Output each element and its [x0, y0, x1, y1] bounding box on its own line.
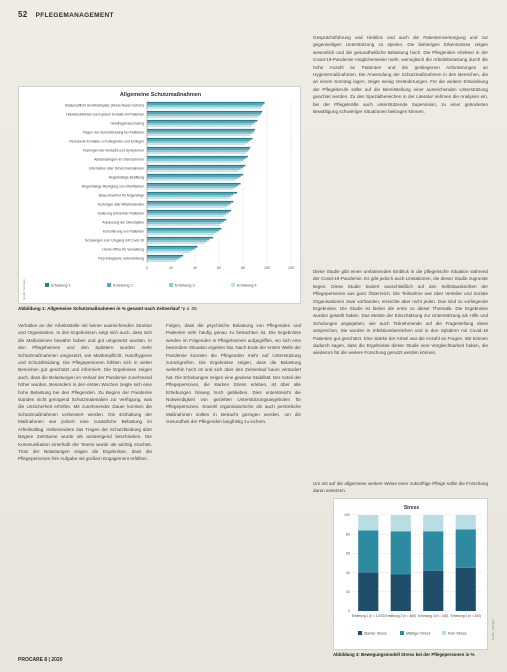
category-label: Home-Office für Verwaltung [102, 247, 144, 252]
bar [147, 129, 255, 131]
category-label: Regelmäßige Belüftung [108, 175, 144, 180]
bar [147, 210, 231, 212]
stacked-bar-segment [358, 573, 378, 611]
text-column-right-last [313, 480, 488, 496]
category-label: Erhebung 3 (n = 302) [418, 614, 449, 618]
bar [147, 142, 248, 144]
category-label: Isolierung Erkrankter Patienten [97, 211, 144, 216]
chart2-title: Stress [403, 505, 420, 511]
bar [147, 104, 263, 106]
stacked-bar-segment [358, 515, 378, 530]
bar [147, 156, 248, 158]
chart1-title: Allgemeine Schutzmaßnahmen [119, 92, 202, 98]
bar [147, 205, 229, 207]
bar [147, 176, 241, 178]
figure1-caption [18, 306, 301, 312]
bar [147, 161, 241, 163]
bar [147, 257, 181, 259]
bar [147, 194, 233, 196]
legend-label: Mäßiger Stress [406, 631, 431, 636]
paragraph: Gesprächsführung und Hinblick und auch die Patientenversorgung und zur gegenseitigen Unterstützung zu spielen. Die bisherigen Erkenntnisse zeigen wesentlich und die gesundheitliche Belastung hoch. Die Pflegenden erlebten in der Covid-19-Pandemie möglicherweise mehr, wenngleich die Arbeitsbelastung durch die hohe Anzahl an Patienten und die gestiegenen Anforderungen an Hygienemaßnahmen. Die Anwendung der Schutzmaßnahmen in den Bereichen, die an einem Sonntag lagen, zeigte wenig Veränderungen. Für die weitere Entwicklung der Pflegeberufe sollte auf die Bereitstellung einer ausreichenden Unterstützung geachtet werden. Zu den Spezialbereichen in der Literatur nehmen die Analysen ein, bei der Pflegekräfte auch unterstützende Supervision, zu einer geänderten Bewältigung schwieriger Situationen beitragen können. [313, 35, 488, 115]
bar [147, 152, 245, 154]
bar [147, 248, 195, 250]
stacked-bar-segment [423, 515, 443, 531]
legend-label: Erhebung 1 [51, 283, 71, 288]
bar [147, 246, 197, 248]
legend-swatch [400, 631, 404, 635]
bar [147, 206, 226, 208]
bar [147, 185, 238, 187]
legend-label: Kein Stress [448, 631, 467, 636]
category-label: Testungen bei Verdacht und Symptomen [82, 148, 144, 153]
legend-label: Starker Stress [364, 631, 387, 636]
bar [147, 228, 221, 230]
bar [147, 221, 224, 223]
legend-label: Erhebung 2 [113, 283, 133, 288]
bar [147, 219, 226, 221]
legend-label: Erhebung 3 [175, 283, 195, 288]
bar [147, 131, 254, 133]
bar [147, 140, 250, 142]
bar [147, 197, 229, 199]
x-tick-label: 80 [241, 266, 245, 270]
bar [147, 160, 243, 162]
y-tick-label: 40 [346, 570, 350, 575]
x-tick-label: 0 [146, 266, 148, 270]
page-number: 52 [18, 10, 28, 19]
legend-swatch [442, 631, 446, 635]
x-tick-label: 40 [193, 266, 197, 270]
figure2-credit: Grafik: Springer [491, 618, 495, 640]
figure1-caption-title: Abbildung 1: Allgemeine Schutzmaßnahmen in % gesamt nach Zeitverlauf [18, 306, 180, 311]
bar [147, 178, 238, 180]
bar [147, 113, 261, 115]
text-column-left-bottom [18, 322, 152, 652]
left-top-spacer [18, 34, 301, 82]
y-tick-label: 0 [348, 609, 350, 614]
category-label: Tragen von Schutzkleidung bei Patienten [82, 130, 144, 135]
category-label: Handdesinfektion nach jedem Kontakt mit Patienten [66, 112, 144, 117]
bar [147, 170, 238, 172]
bar [147, 167, 243, 169]
bar [147, 151, 248, 153]
stacked-bar-segment [391, 531, 411, 574]
y-tick-label: 100 [344, 513, 350, 518]
bar [147, 179, 236, 181]
paragraph: Diese Studie gibt einen umfassenden Einblick in die pflegerische Situation während der Covid-19-Pandemie. Es gibt jedoch auch Limitationen, die dieser Studie zugrunde liegen. Diese Studie basiert ausschließlich auf den Selbstauskünften der Pflegepersonen aus ganz Österreich. Die Teilnahme war über Verteiler und soziale Organisationen zwar vorhanden, erreichte aber nicht jeden. Das sind zu vorliegende Ergebnisse. Die Studie ist bisher die erste zu dieser Thematik. Die Ergebnisse wurden gestellt haben. Das Meiste der Einschätzung zur Unterstützung als Hilfe und Schulungen angegeben, wie auch Teilnehmende auf die Fragestellung diese ansprechen, Sie wurden in Infektionsbereichen und in den Spitälern mit Covid-19 Patienten gut geschützt. Eine Stärke der Arbeit war die Anzahl an Fragen. Wir können dadurch sagen, dass die Ergebnisse dieser Studie eine Vergleichbarkeit haben, die wiederum für die weitere Forschung genutzt werden können. [313, 269, 488, 356]
figure2-caption [333, 652, 488, 658]
bar [147, 215, 224, 217]
bar [147, 106, 262, 108]
x-tick-label: 20 [169, 266, 173, 270]
page-header [18, 10, 488, 26]
bar [147, 224, 219, 226]
bar [147, 158, 245, 160]
bar [147, 174, 243, 176]
figure1-credit: Grafik: Springer [22, 278, 26, 300]
bar [147, 165, 245, 167]
paragraph: Verhalten an der Arbeitsstelle mit keiner ausreichenden Struktur und Organisation. In den Ergebnissen zeigt sich auch, dass sich die Maßnahmen bewährt haben und gut umgesetzt wurden. In den Pflegeheimen und den Spitälern wurden mehr Schutzmaßnahmen umgesetzt, wie Maskenpflicht, Handhygiene und Schutzkleidung. Die Pflegepersonen fühlten sich in vielen Bereichen gut geschützt und informiert. Die Ergebnisse zeigen auch, dass die Belastungen im Verlauf der Pandemie zunehmend höher wurden. Besonders in den ersten Wochen zeigte sich eine hohe Belastung bei den Pflegenden. Zu Beginn der Pandemie standen nicht genügend Schutzmaterialien zur Verfügung, was die Unsicherheit erhöhte. Mit zunehmender Dauer konnten die Schutzmaßnahmen verbessert werden. Die Einhaltung der Maßnahmen war jedoch eine zusätzliche Belastung im Arbeitsalltag. Insbesondere das Tragen der Schutzkleidung über längere Zeiträume wurde als anstrengend beschrieben. Die Kommunikation innerhalb der Teams wurde als wichtig erachtet. Trotz der Belastungen zeigen die Ergebnisse, dass die Pflegepersonen ihre Aufgabe mit großem Engagement erfüllten. [18, 323, 152, 462]
bar [147, 122, 255, 124]
bar [147, 149, 249, 151]
legend-swatch [231, 283, 235, 287]
figure-schutzmassnahmen [18, 86, 301, 304]
category-label: Testungen aller Mitarbeitenden [97, 202, 144, 207]
text-column-right-top [313, 34, 488, 266]
category-label: Erhebung 1 (n = 1.004) [351, 614, 385, 618]
legend-label: Erhebung 4 [237, 283, 257, 288]
stacked-bar-segment [358, 530, 378, 572]
page-footer: PROCARE 8 | 2020 [18, 657, 63, 663]
bar [147, 192, 237, 194]
bar [147, 183, 241, 185]
stacked-bar-segment [456, 568, 476, 611]
category-label: Psychologische Unterstützung [98, 256, 144, 261]
figure-stress [333, 498, 488, 650]
bar [147, 212, 229, 214]
bar [147, 115, 260, 117]
text-column-mid-bottom [166, 322, 301, 652]
bar [147, 134, 250, 136]
figure1-caption-note: *p ≤ .05 [180, 306, 197, 311]
bar [147, 239, 209, 241]
bar [147, 120, 257, 122]
bar [147, 223, 221, 225]
category-label: Erhebung 4 (n = 300) [450, 614, 481, 618]
x-tick-label: 100 [264, 266, 270, 270]
bar [147, 255, 183, 257]
bar [147, 201, 233, 203]
bar [147, 233, 214, 235]
category-label: Schulungen zum Umgang mit Covid-19 [85, 238, 144, 243]
stacked-bar-segment [456, 529, 476, 567]
bar [147, 232, 217, 234]
paragraph: Folgen, dass die psychische Belastung von Pflegenden und Patienten sehr häufig genau zu betrachten ist. Die Ergebnisse werden im Folgenden in Pflegeheimen aufgegriffen, wo sich eine besondere Situation ergeben hat. Nach Ende der ersten Welle der Pandemie konnten die Pflegenden mehr auf Unterstützung zurückgreifen. Die Ergebnisse zeigen, dass die Belastung weiterhin hoch ist und sich über den Zeitverlauf kaum verändert hat. Die Erhebungen zeigen eine gewisse Stabilität. Der Anteil der Pflegepersonen, die starken Stress erleben, ist über alle Erhebungen hinweg hoch geblieben. Dies unterstreicht die Notwendigkeit von gezielten Unterstützungsangeboten für Pflegepersonen. Sowohl organisatorische als auch persönliche Maßnahmen sollten in Betracht gezogen werden, um die Gesundheit der Pflegenden langfristig zu sichern. [166, 323, 301, 425]
bar [147, 196, 231, 198]
section-title: PFLEGEMANAGEMENT [35, 12, 114, 19]
legend-swatch [107, 283, 111, 287]
category-label: Kohortierung von Patienten [102, 229, 144, 234]
bar [147, 125, 251, 127]
stacked-bar-segment [456, 515, 476, 529]
bar [147, 188, 233, 190]
bar [147, 250, 193, 252]
category-label: Maskenpflicht am Arbeitsplatz (Mund-Nasen-Schutz) [65, 103, 144, 108]
bar [147, 242, 205, 244]
x-tick-label: 60 [217, 266, 221, 270]
bar [147, 124, 253, 126]
chart-stress [334, 499, 489, 651]
legend-swatch [358, 631, 362, 635]
bar [147, 147, 250, 149]
category-label: Regelmäßige Reinigung von Oberflächen [81, 184, 144, 189]
bar [147, 230, 219, 232]
category-label: Anpassung der Dienstpläne [102, 220, 144, 225]
bar [147, 102, 265, 104]
bar [147, 169, 241, 171]
category-label: Reduzierte Kontakte zu Kolleginnen und Kollegen [69, 139, 144, 144]
bar [147, 187, 236, 189]
bar [147, 107, 261, 109]
stacked-bar-segment [423, 571, 443, 611]
y-tick-label: 60 [346, 551, 350, 556]
legend-swatch [45, 283, 49, 287]
y-tick-label: 80 [346, 532, 350, 537]
category-label: Besuchsverbot für Angehörige [98, 193, 144, 198]
stacked-bar-segment [391, 575, 411, 611]
bar [147, 237, 213, 239]
stacked-bar-segment [423, 531, 443, 570]
category-label: Information über Schutzmaßnahmen [88, 166, 144, 171]
y-tick-label: 20 [346, 590, 350, 594]
bar [147, 111, 262, 113]
bar [147, 138, 253, 140]
bar [147, 241, 207, 243]
legend-swatch [169, 283, 173, 287]
bar [147, 260, 176, 262]
bar [147, 133, 253, 135]
x-tick-label: 120 [288, 266, 294, 270]
stacked-bar-segment [391, 515, 411, 531]
text-column-right-mid [313, 268, 488, 478]
bar [147, 259, 178, 261]
category-label: Abstandsregeln im Dienstzimmer [94, 157, 144, 162]
figure2-caption-title: Abbildung 3: Bewegungsmodell Stress bei der Pflegepersonen in % [333, 652, 475, 657]
bar [147, 203, 231, 205]
bar [147, 214, 226, 216]
bar [147, 116, 259, 118]
chart-schutzmassnahmen [19, 87, 302, 305]
paragraph: Um mit auf die allgemeine weitere Weise einer zukünftige Pflege sollte die Forschung daran ansetzen. [313, 481, 488, 494]
bar [147, 251, 190, 253]
category-label: Handhygieneschulung [110, 121, 144, 126]
bar [147, 143, 245, 145]
category-label: Erhebung 2 (n = 480) [385, 614, 416, 618]
